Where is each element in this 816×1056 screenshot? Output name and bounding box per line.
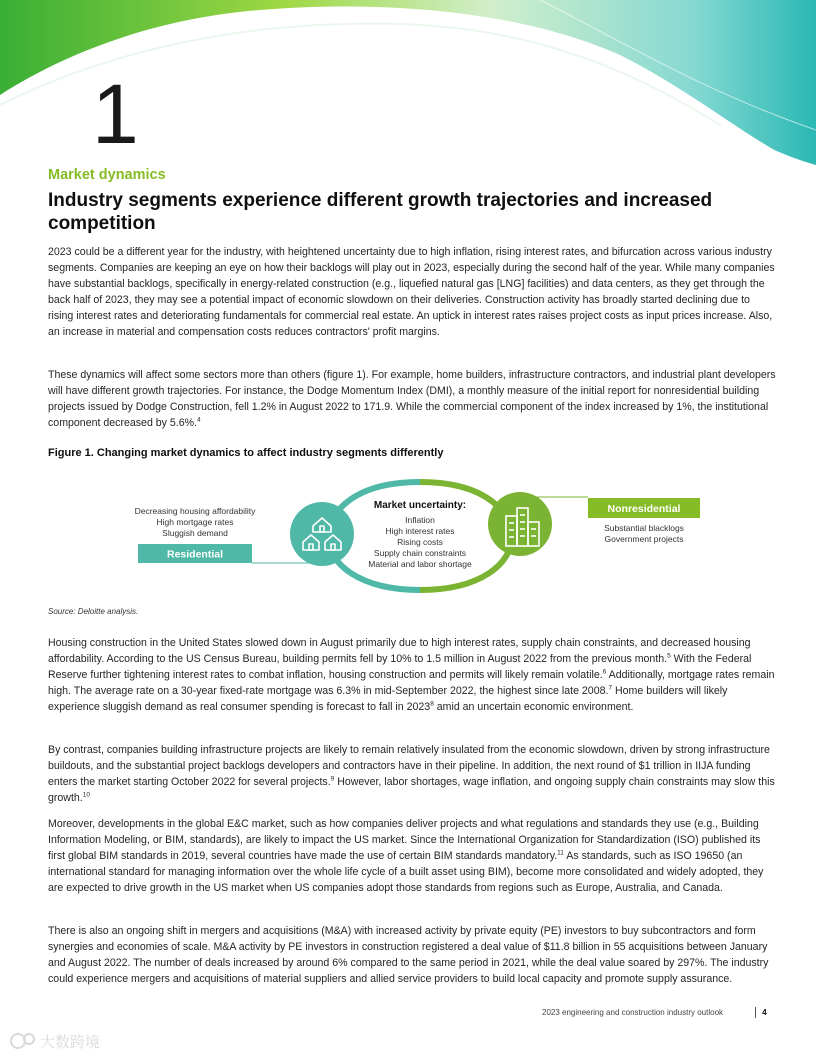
- nonresidential-item: Government projects: [604, 534, 684, 544]
- figure-title: Figure 1. Changing market dynamics to affect industry segments differently: [48, 447, 444, 459]
- body-paragraph: [48, 244, 776, 340]
- paragraph-text: Moreover, developments in the global E&C market, such as how companies deliver projects and what regulations and standards they use (e.g., Building Information Modeling, or BIM, standards), are likely to impact the US market. Since the International Organization for Standardization (ISO) published its first global BIM standards in 2019, several countries have made the use of certain BIM standards mandatory.: [48, 818, 761, 862]
- footnote-ref: 6: [602, 668, 607, 676]
- watermark-text: 大数跨境: [40, 1033, 101, 1051]
- center-item: Material and labor shortage: [368, 559, 472, 569]
- body-paragraph: [48, 816, 776, 896]
- center-item: High interest rates: [385, 526, 455, 536]
- nonresidential-label: Nonresidential: [607, 503, 681, 515]
- page-title: Industry segments experience different growth trajectories and increased competition: [48, 190, 713, 234]
- paragraph-text: Housing construction in the United States slowed down in August primarily due to high interest rates, supply chain constraints, and decreased housing affordability. According to the US Census Bureau, building permits fell by 10% to 1.5 million in August 2022 from the previous month.: [48, 637, 751, 665]
- figure-source: Source: Deloitte analysis.: [48, 607, 139, 616]
- paragraph-text: However, labor shortages, wage inflation, and ongoing supply chain constraints may slow this growth.: [48, 776, 775, 804]
- paragraph-text: By contrast, companies building infrastructure projects are likely to remain relatively insulated from the economic slowdown, driven by strong infrastructure buildouts, and the substantial project backlogs developers and contractors have in their pipeline. In addition, the next round of $1 trillion in IIJA funding enters the market starting October 2022 for several projects.: [48, 744, 770, 788]
- footnote-ref: 7: [608, 684, 613, 692]
- paragraph-text: With the Federal Reserve further tightening interest rates to combat inflation, housing construction and permits will likely remain volatile.: [48, 653, 752, 681]
- market-dynamics-figure: [110, 474, 710, 600]
- paragraph-text: These dynamics will affect some sectors more than others (figure 1). For example, home builders, infrastructure contractors, and industrial plant developers will have different growth trajectories. For instance, the Dodge Momentum Index (DMI), a monthly measure of the initial report for nonresidential building projects issued by Dodge Construction, fell 1.2% in August 2022 to 171.9. While the commercial component of the index increased by 1%, the institutional component decreased by 5.6%.: [48, 369, 776, 429]
- page-number: 4: [762, 1007, 767, 1017]
- footnote-ref: 9: [330, 775, 335, 783]
- residential-label: Residential: [166, 548, 224, 561]
- paragraph-text: 2023 could be a different year for the industry, with heightened uncertainty due to high inflation, rising interest rates, and bifurcation across various industry segments. Companies are keeping an eye on how their backlogs will play out in 2023, especially during the second half of the year. While many companies have substantial backlogs, specifically in energy-related construction (e.g., liquefied natural gas [LNG] facilities) and data centers, as they get through the back half of 2023, they may see a potential impact of economic slowdown on their deliveries. Construction activity has broadly started declining due to rising interest rates and deteriorating fundamentals for commercial real estate. An uptick in interest rates raises project costs as input prices increase. Also, an increase in material and compensation costs reduces contractors' profit margins.: [48, 246, 775, 338]
- residential-item: High mortgage rates: [156, 517, 234, 527]
- body-paragraph: [48, 742, 776, 806]
- paragraph-text: Home builders will likely experience sluggish demand as real consumer spending is forecast to fall in 2023: [48, 685, 728, 713]
- footnote-ref: 11: [557, 849, 564, 857]
- paragraph-text: amid an uncertain economic environment.: [433, 701, 634, 713]
- watermark-logo: [8, 1030, 118, 1052]
- footnote-ref: 5: [667, 652, 671, 660]
- residential-item: Decreasing housing affordability: [134, 506, 256, 516]
- paragraph-text: Additionally, mortgage rates remain high. The average rate on a 30-year fixed-rate mortgage was 6.3% in mid-September 2022, the highest since late 2008.: [48, 669, 775, 697]
- section-label: Market dynamics: [48, 167, 166, 183]
- footer-divider: [755, 1007, 756, 1018]
- paragraph-text: There is also an ongoing shift in mergers and acquisitions (M&A) with increased activity by private equity (PE) investors to buy subcontractors and form synergies and economies of scale. M&A activity by PE investors in construction registered a deal value of $11.8 billion in 55 acquisitions between January and August 2022. The number of deals increased by around 6% compared to the same period in 2021, while the deal value soared by 297%. The industry could experience mergers and acquisitions of material suppliers and allied service providers to build local capacity and promote supply assurance.: [48, 925, 769, 985]
- body-paragraph: [48, 635, 776, 715]
- footnote-ref: 8: [430, 700, 434, 708]
- center-item: Inflation: [405, 515, 435, 525]
- paragraph-text: As standards, such as ISO 19650 (an international standard for managing information over the whole life cycle of a built asset using BIM), become more consolidated and widely adopted, they are expected to drive growth in the US market when US companies adopt those standards from regions such as Europe, Australia, and Canada.: [48, 850, 764, 894]
- residential-item: Sluggish demand: [162, 528, 228, 538]
- center-heading: Market uncertainty:: [373, 500, 467, 511]
- footnote-ref: 4: [197, 416, 201, 424]
- body-paragraph: [48, 367, 776, 431]
- footnote-ref: 10: [82, 791, 90, 799]
- nonresidential-item: Substantial blacklogs: [604, 523, 684, 533]
- center-item: Supply chain constraints: [373, 548, 467, 558]
- chapter-number: 1: [92, 67, 139, 161]
- footer-report-title: 2023 engineering and construction industry outlook: [542, 1008, 724, 1017]
- body-paragraph: [48, 923, 776, 987]
- buildings-icon: [488, 492, 552, 556]
- houses-icon: [290, 502, 354, 566]
- center-item: Rising costs: [397, 537, 443, 547]
